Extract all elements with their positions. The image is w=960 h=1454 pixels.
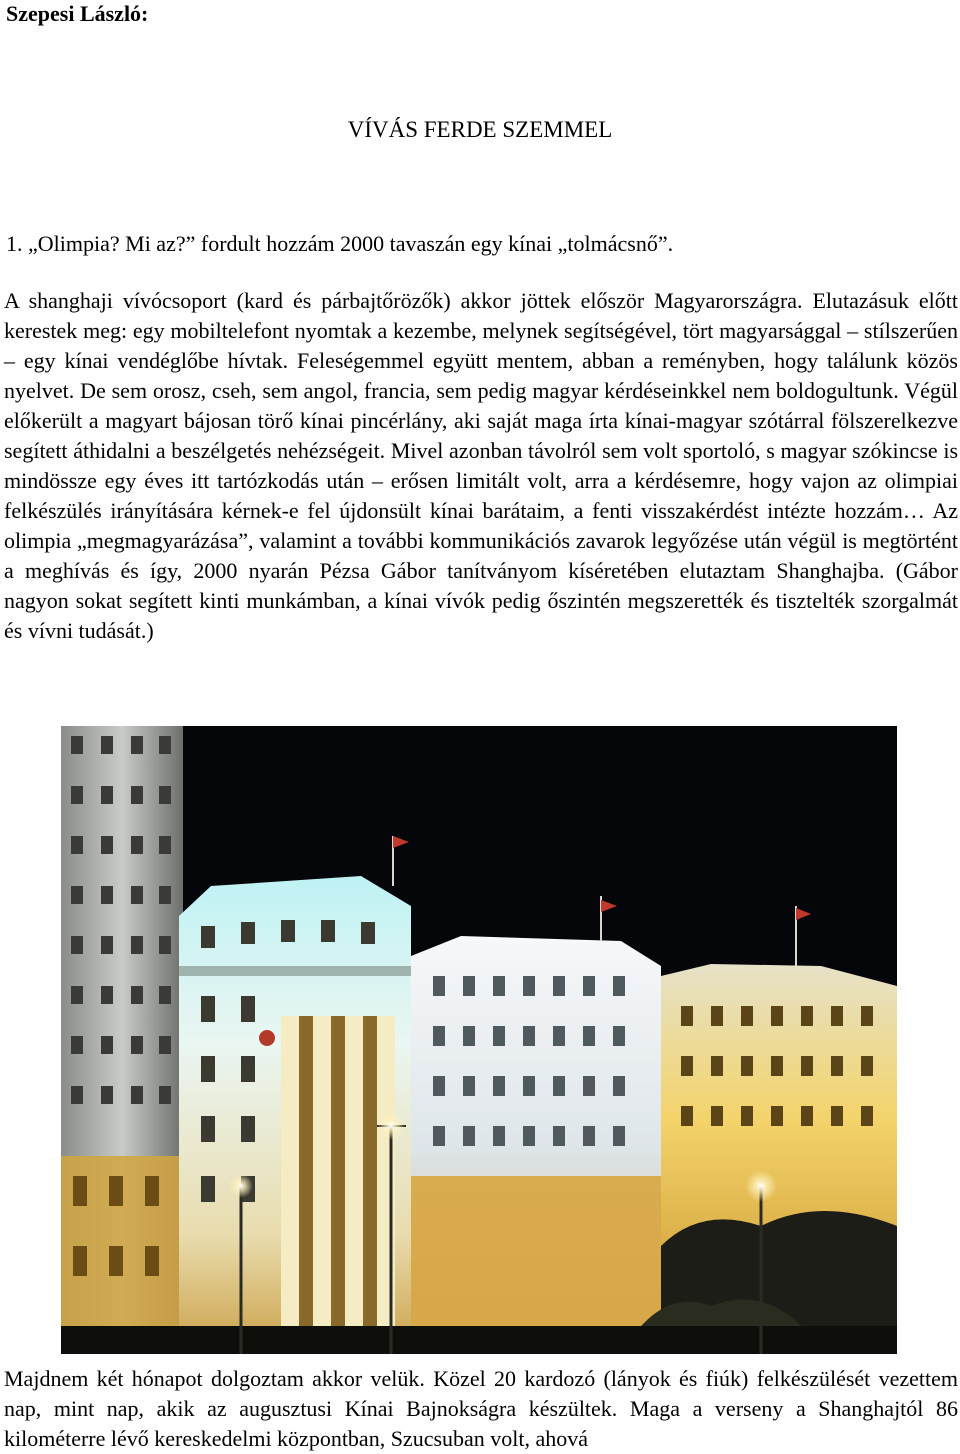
body-paragraph-2: Majdnem két hónapot dolgoztam akkor velük. Közel 20 kardozó (lányok és fiúk) felkészülését vezettem nap, mint nap, akik az augusztusi Kínai Bajnokságra készültek. Maga a verseny a Shanghajtól 86 kilométerre lévő kereskedelmi központban, Szucsuban volt, ahová: [4, 1366, 958, 1451]
author-name: Szepesi László:: [6, 1, 149, 26]
night-buildings-photo: [61, 726, 897, 1354]
body-paragraph-1: A shanghaji vívócsoport (kard és párbajtőrözők) akkor jöttek először Magyarországra. Elutazásuk előtt kerestek meg: egy mobiltelefont nyomtak a kezembe, melynek segítségével, tört magyarsággal – stílszerűen – egy kínai vendéglőbe hívtak. Feleségemmel együtt mentem, abban a reményben, hogy találunk közös nyelvet. De sem orosz, cseh, sem angol, francia, sem pedig magyar kérdéseinkkel nem boldogultunk. Végül előkerült a magyart bájosan törő kínai pincérlány, aki saját maga írta kínai-magyar szótárral fölszerelkezve segített áthidalni a beszélgetés nehézségeit. Mivel azonban távolról sem volt sportoló, s magyar szókincse is mindössze egy éves itt tartózkodás után – erősen limitált volt, arra a kérdésemre, hogy vajon az olimpiai felkészülés irányítására kérnek-e fel újdonsült kínai barátaim, a fenti visszakérdést intézte hozzám… Az olimpia „megmagyarázása”, valamint a további kommunikációs zavarok legyőzése után végül is megtörtént a meghívás és így, 2000 nyarán Pézsa Gábor tanítványom kíséretében elutaztam Shanghajba. (Gábor nagyon sokat segített kinti munkámban, a kínai vívók pedig őszintén megszerették és tisztelték szorgalmát és vívni tudását.): [4, 288, 958, 643]
night-city-buildings-illustration: [61, 726, 897, 1354]
section-heading: 1. „Olimpia? Mi az?” fordult hozzám 2000 tavaszán egy kínai „tolmácsnő”.: [6, 231, 674, 256]
article-title: VÍVÁS FERDE SZEMMEL: [347, 117, 613, 142]
